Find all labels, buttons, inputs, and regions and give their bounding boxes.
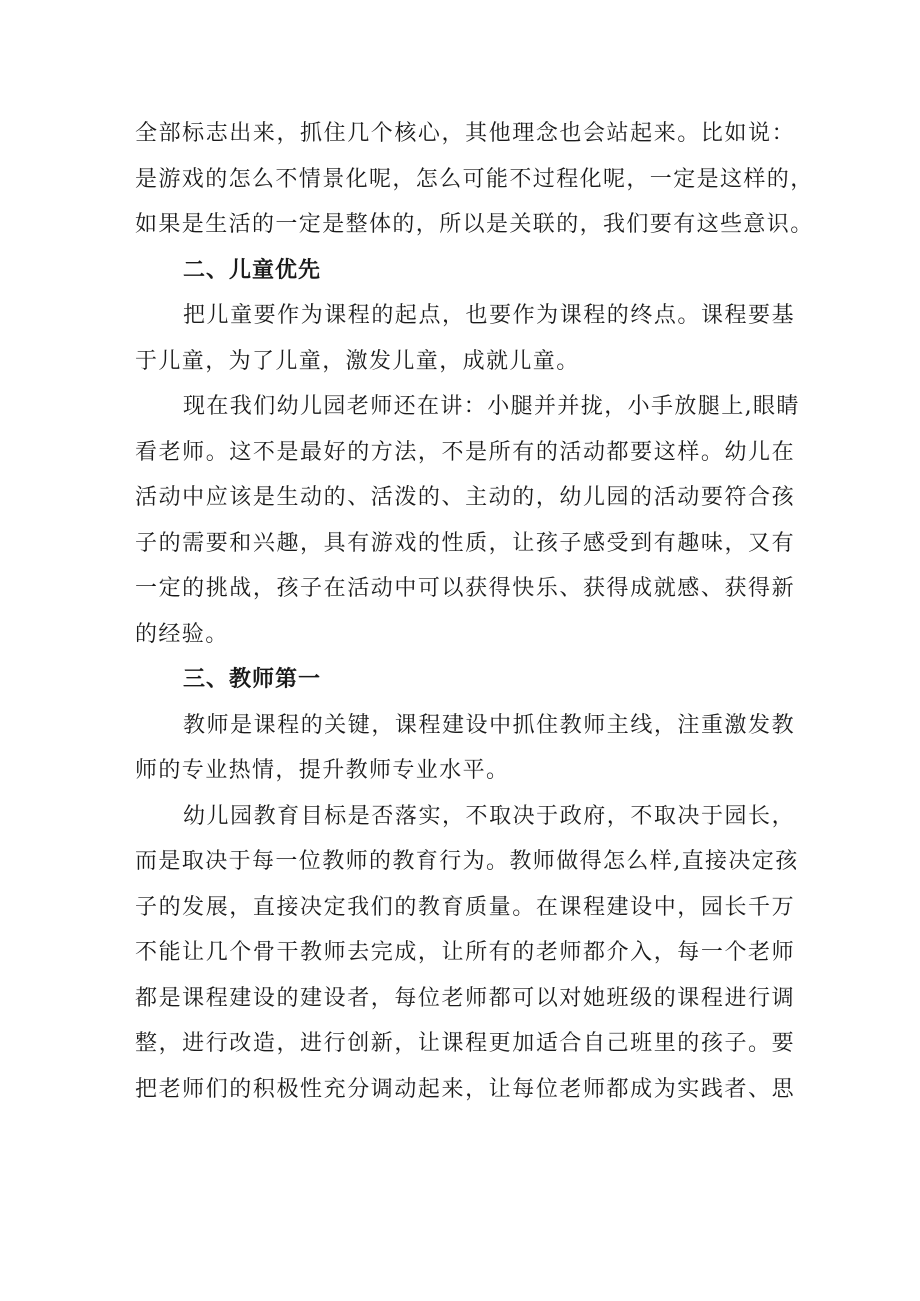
section-heading: 二、儿童优先 xyxy=(183,257,322,283)
text-line: 全部标志出来，抓住几个核心，其他理念也会站起来。比如说： xyxy=(135,121,795,146)
text-line: 是游戏的怎么不情景化呢，怎么可能不过程化呢，一定是这样的， xyxy=(135,166,814,192)
text-line: 于儿童，为了儿童，激发儿童，成就儿童。 xyxy=(135,348,580,374)
text-line: 把儿童要作为课程的起点，也要作为课程的终点。课程要基 xyxy=(183,303,795,328)
text-line: 都是课程建设的建设者，每位老师都可以对她班级的课程进行调 xyxy=(135,985,795,1011)
paragraph xyxy=(135,293,795,384)
text-line: 如果是生活的一定是整体的，所以是关联的，我们要有这些意识。 xyxy=(135,212,814,237)
text-line: 幼儿园教育目标是否落实，不取决于政府，不取决于园长， xyxy=(183,803,795,829)
paragraph xyxy=(135,794,799,1113)
paragraph xyxy=(135,384,800,657)
text-line: 师的专业热情，提升教师专业水平。 xyxy=(135,758,510,783)
text-line: 把老师们的积极性充分调动起来，让每位老师都成为实践者、思 xyxy=(135,1076,795,1102)
text-line: 而是取决于每一位教师的教育行为。教师做得怎么样,直接决定孩 xyxy=(135,849,799,874)
section-heading: 三、教师第一 xyxy=(183,667,322,692)
text-line: 子的需要和兴趣，具有游戏的性质，让孩子感受到有趣味，又有 xyxy=(135,530,795,556)
text-line: 看老师。这不是最好的方法，不是所有的活动都要这样。幼儿在 xyxy=(135,439,795,465)
text-line: 现在我们幼儿园老师还在讲：小腿并并拢，小手放腿上,眼睛 xyxy=(183,394,800,419)
text-line: 子的发展，直接决定我们的教育质量。在课程建设中，园长千万 xyxy=(135,894,795,920)
text-line: 的经验。 xyxy=(135,621,229,647)
document-page xyxy=(135,111,814,1112)
text-line: 教师是课程的关键，课程建设中抓住教师主线，注重激发教 xyxy=(183,712,795,738)
paragraph xyxy=(135,703,795,794)
text-line: 不能让几个骨干教师去完成，让所有的老师都介入，每一个老师 xyxy=(135,940,795,965)
paragraph xyxy=(135,111,814,248)
text-line: 一定的挑战，孩子在活动中可以获得快乐、获得成就感、获得新 xyxy=(135,576,795,601)
text-line: 活动中应该是生动的、活泼的、主动的，幼儿园的活动要符合孩 xyxy=(135,485,795,510)
text-line: 整，进行改造，进行创新，让课程更加适合自己班里的孩子。要 xyxy=(135,1031,795,1056)
